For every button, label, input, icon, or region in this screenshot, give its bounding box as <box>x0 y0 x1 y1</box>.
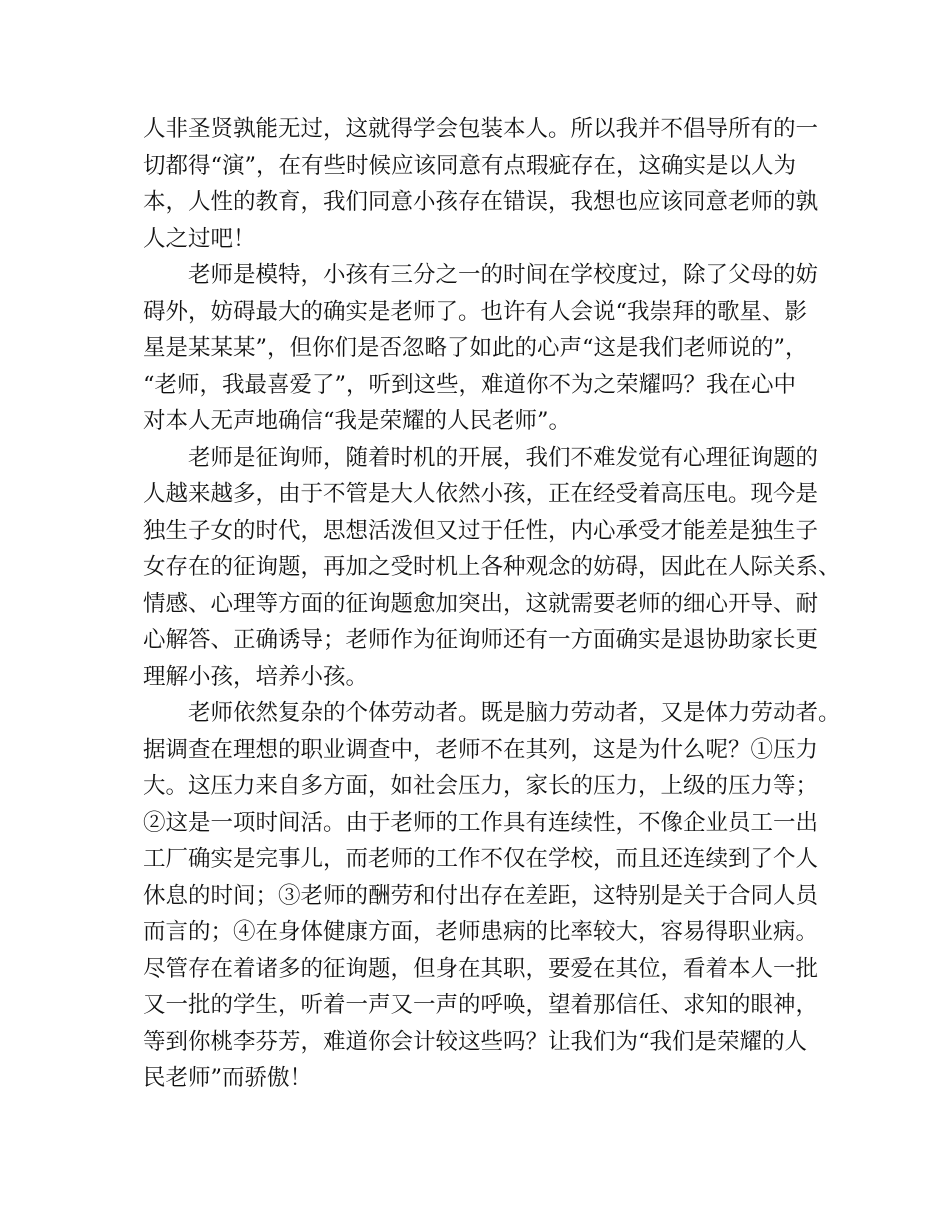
text-line: 等到你桃李芬芳，难道你会计较这些吗？让我们为“我们是荣耀的人 <box>143 1028 808 1055</box>
text-line: 女存在的征询题，再加之受时机上各种观念的妨碍，因此在人际关系、 <box>143 554 841 580</box>
text-line: 而言的；④在身体健康方面，老师患病的比率较大，容易得职业病。 <box>143 919 819 945</box>
text-line: 星是某某某”，但你们是否忽略了如此的心声“这是我们老师说的”， <box>143 335 808 361</box>
body-text <box>143 111 841 1097</box>
text-line: 本，人性的教育，我们同意小孩存在错误，我想也应该同意老师的孰 <box>143 189 819 215</box>
text-line: 人非圣贤孰能无过，这就得学会包装本人。所以我并不倡导所有的一 <box>143 116 819 142</box>
text-line: 据调查在理想的职业调查中，老师不在其列，这是为什么呢？①压力 <box>143 736 819 763</box>
paragraph-first-line: 老师是模特，小孩有三分之一的时间在学校度过，除了父母的妨 <box>188 262 819 288</box>
text-line: 情感、心理等方面的征询题愈加突出，这就需要老师的细心开导、耐 <box>143 590 819 617</box>
text-line: 休息的时间；③老师的酬劳和付出存在差距，这特别是关于合同人员 <box>143 882 819 909</box>
text-line: “老师，我最喜爱了”，听到这些，难道你不为之荣耀吗？我在心中 <box>143 371 797 398</box>
text-line: 大。这压力来自多方面，如社会压力，家长的压力，上级的压力等； <box>143 773 819 799</box>
paragraph-first-line: 老师是征询师，随着时机的开展，我们不难发觉有心理征询题的 <box>188 444 819 471</box>
text-line: 又一批的学生，听着一声又一声的呼唤，望着那信任、求知的眼神， <box>143 992 819 1018</box>
text-line: 心解答、正确诱导；老师作为征询师还有一方面确实是退协助家长更 <box>143 627 819 653</box>
text-line: 人之过吧！ <box>143 225 256 252</box>
text-line: 切都得“演”，在有些时候应该同意有点瑕疵存在，这确实是以人为 <box>143 152 797 179</box>
text-line: 工厂确实是完事儿，而老师的工作不仅在学校，而且还连续到了个人 <box>143 846 819 872</box>
text-line: 尽管存在着诸多的征询题，但身在其职，要爱在其位，看着本人一批 <box>143 955 819 982</box>
text-line: 理解小孩，培养小孩。 <box>143 663 369 690</box>
paragraph-first-line: 老师依然复杂的个体劳动者。既是脑力劳动者，又是体力劳动者。 <box>188 700 841 726</box>
text-line: ②这是一项时间活。由于老师的工作具有连续性，不像企业员工一出 <box>143 809 819 836</box>
text-line: 独生子女的时代，思想活泼但又过于任性，内心承受才能差是独生子 <box>143 517 819 544</box>
text-line: 碍外，妨碍最大的确实是老师了。也许有人会说“我崇拜的歌星、影 <box>143 298 808 325</box>
text-line: 人越来越多，由于不管是大人依然小孩，正在经受着高压电。现今是 <box>143 481 819 507</box>
text-line: 民老师”而骄傲！ <box>143 1065 313 1091</box>
text-line: 对本人无声地确信“我是荣耀的人民老师”。 <box>143 408 572 434</box>
